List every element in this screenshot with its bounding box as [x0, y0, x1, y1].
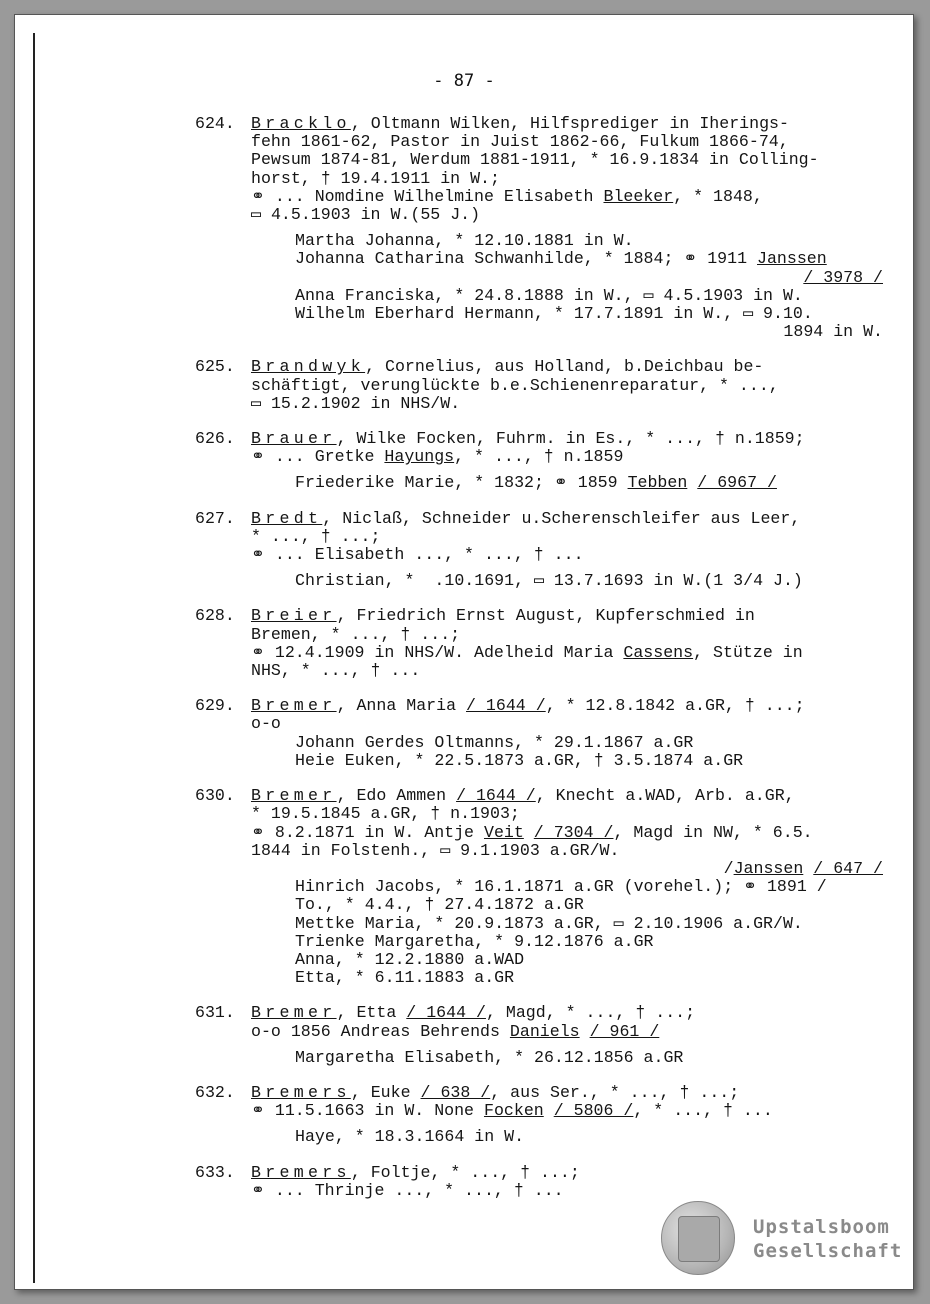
entry-630: 630. Bremer, Edo Ammen / 1644 /, Knecht a.WAD, Arb. a.GR, * 19.5.1845 a.GR, † n.1903; ⚭ 8.2.1871 in W. Antje Veit / 7304 /, Magd in NW, * 6.5. 1844 in Folstenh., ▭ 9.1.1903 a.GR/W. /Janssen / 647 / Hinrich Jacobs, * 16.1.1871 a.GR (vorehel.); ⚭ 1891 / To., * 4.4., † 27.4.1872 a.GR Mettke Maria, * 20.9.1873 a.GR, ▭ 2.10.1906 a.GR/W. Trienke Margaretha, * 9.12.1876 a.GR Anna, * 12.2.1880 a.WAD Etta, * 6.11.1883 a.GR — [195, 787, 895, 987]
entry-626: 626. Brauer, Wilke Focken, Fuhrm. in Es., * ..., † n.1859; ⚭ ... Gretke Hayungs, * ..., † n.1859 Friederike Marie, * 1832; ⚭ 1859 Tebben / 6967 / — [195, 429, 805, 493]
surname: Bremers — [251, 1082, 351, 1102]
cross-reference: / 6967 / — [697, 473, 777, 493]
entry-number: 633. — [195, 1162, 235, 1182]
society-logo-text: Upstalsboom Gesellschaft — [753, 1216, 903, 1262]
child-line: Hinrich Jacobs, * 16.1.1871 a.GR (vorehel.); ⚭ 1891 / — [295, 877, 827, 897]
child-line: Anna Franciska, * 24.8.1888 in W., ▭ 4.5.1903 in W. — [295, 285, 803, 305]
surname: Bredt — [251, 508, 323, 528]
child-line: Johann Gerdes Oltmanns, * 29.1.1867 a.GR — [295, 732, 694, 752]
entry-number: 624. — [195, 114, 235, 133]
cross-reference: / 5806 / — [553, 1101, 634, 1121]
cross-reference: / 1644 / — [456, 786, 536, 806]
cross-reference: / 638 / — [420, 1082, 491, 1102]
page-number: - 87 - — [433, 71, 495, 91]
entry-628: 628. Breier, Friedrich Ernst August, Kupferschmied in Bremen, * ..., † ...; ⚭ 12.4.1909 in NHS/W. Adelheid Maria Cassens, Stütze in NHS, * ..., † ... — [195, 606, 803, 681]
spouse-surname: Daniels — [509, 1021, 580, 1041]
entry-number: 626. — [195, 429, 235, 449]
entry-627: 627. Bredt, Niclaß, Schneider u.Scherenschleifer aus Leer, * ..., † ...; ⚭ ... Elisabeth ..., * ..., † ... Christian, * .10.1691, ▭ 13.7.1693 in W.(1 3/4 J.) — [195, 510, 895, 591]
surname: Bracklo — [251, 114, 351, 133]
child-line: Etta, * 6.11.1883 a.GR — [295, 968, 515, 988]
entry-624: 624. Bracklo, Oltmann Wilken, Hilfsprediger in Iherings- fehn 1861-62, Pastor in Juist 1862-66, Fulkum 1866-74, Pewsum 1874-81, Werdum 1881-1911, * 16.9.1834 in Colling- horst, † 19.4.1911 in W.; ⚭ ... Nomdine Wilhelmine Elisabeth Bleeker, * 1848, ▭ 4.5.1903 in W.(55 J.) Martha Johanna, * 12.10.1881 in W. Johanna Catharina Schwanhilde, * 1884; ⚭ 1911 Janssen / 3978 / Anna Franciska, * 24.8.1888 in W., ▭ 4.5.1903 in W. Wilhelm Eberhard Hermann, * 17.7.1891 in W., ▭ 9.10. 1894 in W. — [195, 115, 895, 341]
child-line: Anna, * 12.2.1880 a.WAD — [295, 949, 525, 969]
spouse-surname: Tebben — [627, 473, 688, 493]
entry-number: 631. — [195, 1003, 235, 1023]
cross-reference: / 1644 / — [466, 696, 546, 716]
entry-number: 629. — [195, 696, 235, 716]
entry-number: 627. — [195, 508, 235, 528]
surname: Brauer — [251, 429, 337, 449]
surname: Bremer — [251, 1003, 337, 1023]
surname: Bremers — [251, 1162, 351, 1182]
cross-reference: / 7304 / — [533, 822, 614, 842]
spouse-surname: Veit — [483, 822, 524, 842]
entry-625: 625. Brandwyk, Cornelius, aus Holland, b.Deichbau be- schäftigt, verunglückte b.e.Schienenreparatur, * ..., ▭ 15.2.1902 in NHS/W. — [195, 357, 779, 413]
entry-number: 628. — [195, 606, 235, 626]
spouse-surname: Bleeker — [603, 186, 674, 206]
entry-number: 630. — [195, 786, 235, 806]
entry-632: 632. Bremers, Euke / 638 /, aus Ser., * ..., † ...; ⚭ 11.5.1663 in W. None Focken / 5806 /, * ..., † ... Haye, * 18.3.1664 in W. — [195, 1084, 895, 1147]
document-page — [14, 14, 914, 1290]
child-line: To., * 4.4., † 27.4.1872 a.GR — [295, 895, 584, 915]
child-line: Mettke Maria, * 20.9.1873 a.GR, ▭ 2.10.1906 a.GR/W. — [295, 913, 803, 933]
child-line: Wilhelm Eberhard Hermann, * 17.7.1891 in W., ▭ 9.10. — [295, 304, 813, 324]
child-line: Trienke Margaretha, * 9.12.1876 a.GR — [295, 931, 654, 951]
child-line: Haye, * 18.3.1664 in W. — [295, 1127, 525, 1147]
child-line: Martha Johanna, * 12.10.1881 in W. — [295, 231, 634, 251]
surname: Bremer — [251, 696, 337, 716]
spouse-surname: Focken — [483, 1101, 544, 1121]
entry-number: 625. — [195, 357, 235, 377]
child-line: Heie Euken, * 22.5.1873 a.GR, † 3.5.1874 a.GR — [295, 750, 744, 770]
spouse-surname: Janssen — [757, 249, 827, 269]
entry-631: 631. Bremer, Etta / 1644 /, Magd, * ..., † ...; o-o 1856 Andreas Behrends Daniels / 961 / Margaretha Elisabeth, * 26.12.1856 a.GR — [195, 1004, 895, 1067]
surname: Bremer — [251, 786, 337, 806]
cross-reference: / 961 / — [589, 1021, 660, 1041]
surname: Breier — [251, 606, 337, 626]
cross-reference: / 1644 / — [406, 1003, 486, 1023]
society-seal-icon — [661, 1201, 735, 1275]
spouse-surname: Hayungs — [384, 447, 455, 467]
entry-629: 629. Bremer, Anna Maria / 1644 /, * 12.8.1842 a.GR, † ...; o-o Johann Gerdes Oltmanns, * 29.1.1867 a.GR Heie Euken, * 22.5.1873 a.GR, † 3.5.1874 a.GR — [195, 697, 895, 770]
margin-note: /Janssen / 647 / — [723, 858, 883, 878]
cross-reference: / 3978 / — [803, 267, 883, 287]
spouse-surname: Cassens — [623, 642, 694, 662]
genealogy-entries — [195, 115, 895, 1217]
binding-edge — [33, 33, 35, 1283]
child-line: Christian, * .10.1691, ▭ 13.7.1693 in W.(1 3/4 J.) — [295, 571, 803, 591]
entry-number: 632. — [195, 1082, 235, 1102]
child-line: Margaretha Elisabeth, * 26.12.1856 a.GR — [295, 1047, 684, 1067]
entry-633: 633. Bremers, Foltje, * ..., † ...; ⚭ ... Thrinje ..., * ..., † ... — [195, 1162, 580, 1200]
surname: Brandwyk — [251, 357, 366, 377]
